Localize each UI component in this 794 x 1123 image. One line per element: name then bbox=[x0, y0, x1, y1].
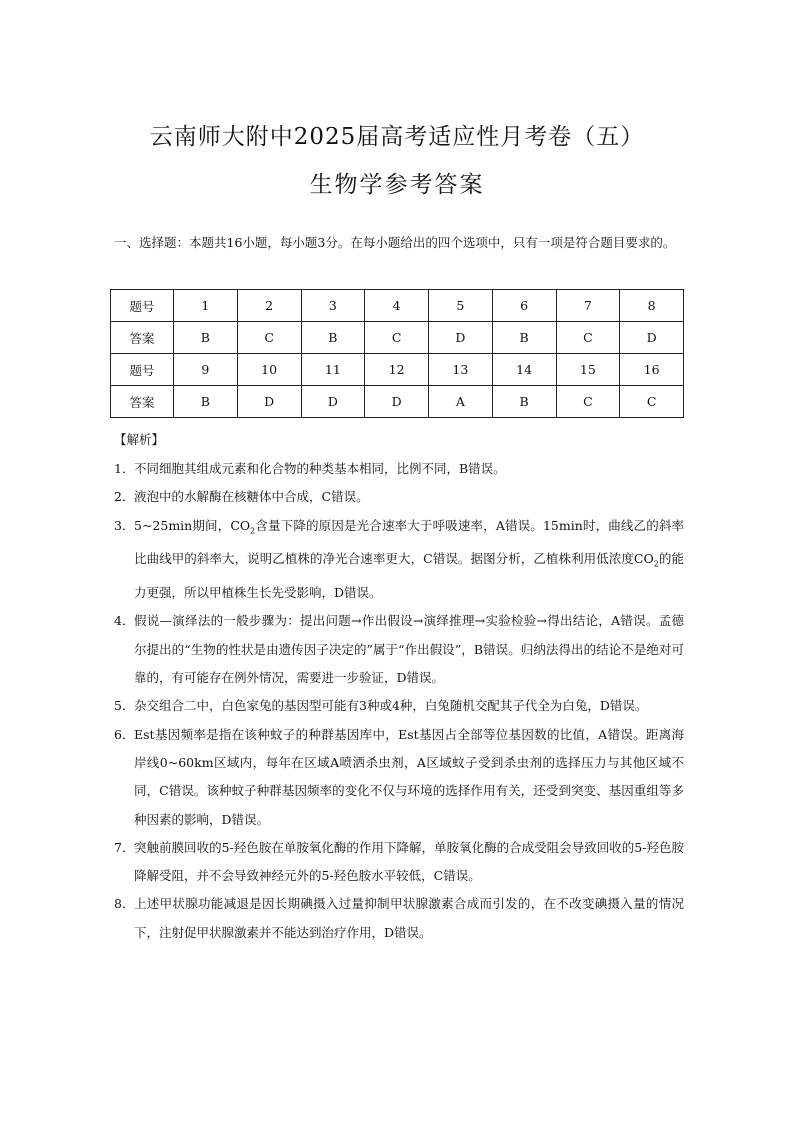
table-cell: C bbox=[237, 322, 301, 354]
table-cell: B bbox=[174, 322, 238, 354]
row-label: 题号 bbox=[111, 290, 174, 322]
table-row bbox=[111, 322, 684, 354]
table-cell: 4 bbox=[365, 290, 429, 322]
page-title: 云南师大附中2025届高考适应性月考卷（五） bbox=[149, 124, 645, 150]
row-label: 答案 bbox=[111, 322, 174, 354]
explanation-item: 1． 不同细胞其组成元素和化合物的种类基本相同，比例不同，B错误。 bbox=[114, 461, 506, 476]
table-cell: 13 bbox=[429, 354, 493, 386]
table-cell: 14 bbox=[492, 354, 556, 386]
explanation-list bbox=[114, 455, 684, 947]
table-cell: C bbox=[556, 322, 620, 354]
explanation-item: 5． 杂交组合二中，白色家兔的基因型可能有3种或4种，白兔随机交配其子代全为白兔，D错误。 bbox=[114, 698, 648, 714]
table-cell: 2 bbox=[237, 290, 301, 322]
table-cell: A bbox=[429, 386, 493, 418]
table-cell: C bbox=[365, 322, 429, 354]
table-cell: D bbox=[620, 322, 684, 354]
table-cell: D bbox=[429, 322, 493, 354]
table-cell: 6 bbox=[492, 290, 556, 322]
analysis-heading: 【解析】 bbox=[114, 432, 165, 447]
table-cell: B bbox=[492, 322, 556, 354]
table-row bbox=[111, 290, 684, 322]
table-cell: 11 bbox=[301, 354, 365, 386]
explanation-item: 4． 假说—演绎法的一般步骤为：提出问题→作出假设→演绎推理→实验检验→得出结论，A错误。孟德尔提出的“生物的性状是由遗传因子决定的”属于“作出假设”，B错误。归纳法得出的结论不是绝对可靠的，有可能存在例外情况，需要进一步验证，D错误。 bbox=[114, 613, 684, 686]
table-cell: B bbox=[174, 386, 238, 418]
table-cell: 16 bbox=[620, 354, 684, 386]
table-cell: 15 bbox=[556, 354, 620, 386]
table-cell: 10 bbox=[237, 354, 301, 386]
table-cell: C bbox=[620, 386, 684, 418]
explanation-item: 8． 上述甲状腺功能减退是因长期碘摄入过量抑制甲状腺激素合成而引发的，在不改变碘摄入量的情况下，注射促甲状腺激素并不能达到治疗作用，D错误。 bbox=[114, 896, 684, 940]
table-cell: B bbox=[301, 322, 365, 354]
table-cell: 5 bbox=[429, 290, 493, 322]
page-subtitle: 生物学参考答案 bbox=[309, 172, 485, 198]
row-label: 题号 bbox=[111, 354, 174, 386]
table-cell: D bbox=[365, 386, 429, 418]
explanation-item: 7． 突触前膜回收的5-羟色胺在单胺氧化酶的作用下降解，单胺氧化酶的合成受阻会导致回收的5-羟色胺降解受阻，并不会导致神经元外的5-羟色胺水平较低，C错误。 bbox=[114, 839, 684, 884]
table-cell: 8 bbox=[620, 290, 684, 322]
table-cell: 9 bbox=[174, 354, 238, 386]
explanation-item: 6． Est基因频率是指在该种蚊子的种群基因库中，Est基因占全部等位基因数的比值，A错误。距离海岸线0~60km区域内，每年在区域A喷洒杀虫剂，A区域蚊子受到杀虫剂的选择压力与其他区域不同，C错误。该种蚊子种群基因频率的变化不仅与环境的选择作用有关，还受到突变、基因重组等多种因素的影响，D错误。 bbox=[114, 726, 684, 827]
answer-table bbox=[110, 289, 684, 418]
table-cell: 12 bbox=[365, 354, 429, 386]
row-label: 答案 bbox=[111, 386, 174, 418]
table-cell: 1 bbox=[174, 290, 238, 322]
table-cell: 7 bbox=[556, 290, 620, 322]
explanation-item: 2． 液泡中的水解酶在核糖体中合成，C错误。 bbox=[114, 489, 369, 505]
table-row bbox=[111, 386, 684, 418]
table-cell: C bbox=[556, 386, 620, 418]
table-cell: D bbox=[301, 386, 365, 418]
table-cell: D bbox=[237, 386, 301, 418]
table-row bbox=[111, 354, 684, 386]
table-cell: 3 bbox=[301, 290, 365, 322]
explanation-item: 3． 5~25min期间，$CO_2$含量下降的原因是光合速率大于呼吸速率，A错误。15min时，曲线乙的斜率比曲线甲的斜率大，说明乙植株的净光合速率更大，C错误。据图分析，乙植株利用低浓度$CO_2$的能力更强，所以甲植株生长先受影响，D错误。 bbox=[114, 517, 685, 601]
table-cell: B bbox=[492, 386, 556, 418]
section-intro: 一、选择题：本题共16小题，每小题3分。在每小题给出的四个选项中，只有一项是符合题目要求的。 bbox=[114, 235, 676, 250]
